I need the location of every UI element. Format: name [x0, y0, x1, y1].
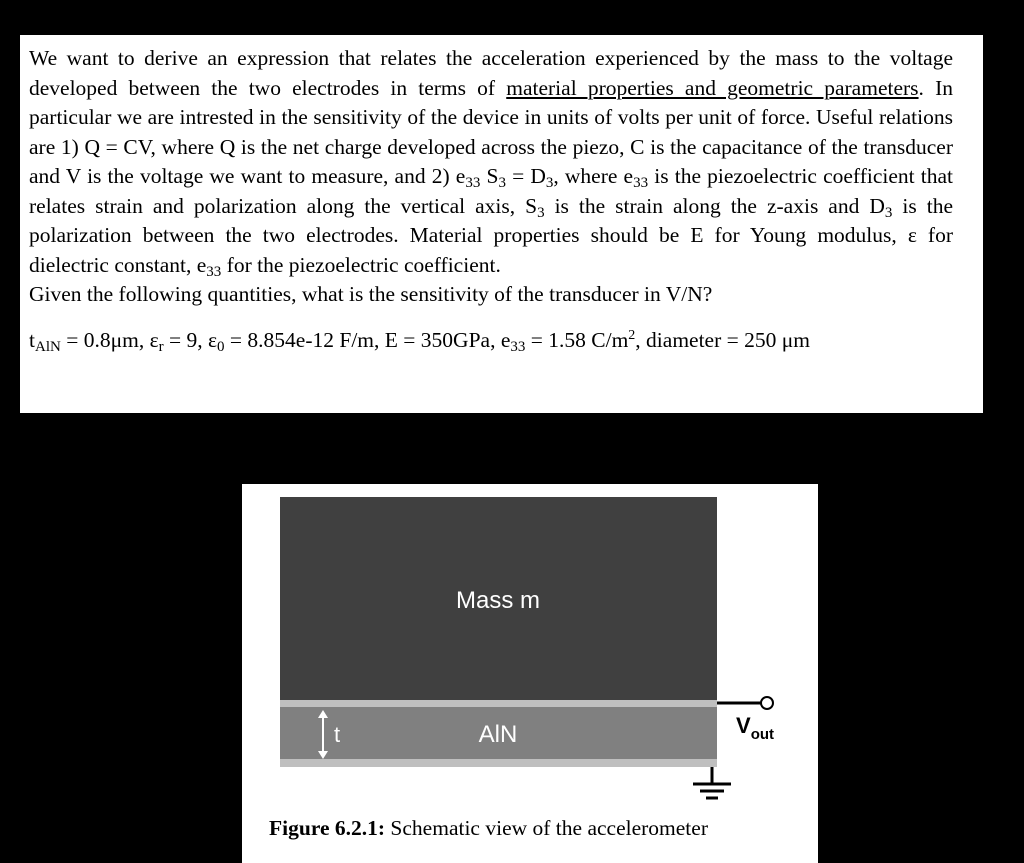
thickness-label: t [334, 722, 341, 747]
figure-box [242, 484, 818, 863]
problem-statement: We want to derive an expression that relates the acceleration experienced by the mass to the voltage developed between the two electrodes in terms of material properties and geometric parameters. In particular we are intrested in the sensitivity of the device in units of volts per unit of force. Useful relations are 1) Q = CV, where Q is the net charge developed across the piezo, C is the capacitance of the transducer and V is the voltage we want to measure, and 2) $e_{33}$ $S_3 = D_3$, where $e_{33}$ is the piezoelectric coefficient that relates strain and polarization along the vertical axis, $S_3$ is the strain along the z-axis and $D_3$ is the polarization between the two electrodes. Material properties should be E for Young modulus, ε for dielectric constant, $e_{33}$ for the piezoelectric coefficient. [29, 46, 953, 280]
accelerometer-schematic [242, 484, 818, 863]
mass-label: Mass m [456, 587, 540, 614]
problem-text-box [20, 35, 983, 413]
question-line: Given the following quantities, what is the sensitivity of the transducer in V/N? [29, 282, 713, 306]
output-terminal-icon [761, 697, 773, 709]
underlined-phrase: material properties and geometric parameters [506, 75, 919, 100]
vout-label: $V_{out}$ [736, 713, 775, 743]
bottom-electrode [280, 759, 717, 767]
ground-icon [693, 767, 731, 798]
top-electrode [280, 700, 717, 707]
figure-caption: Figure 6.2.1: Schematic view of the accelerometer [269, 816, 708, 840]
given-quantities: $t_{AlN} = 0.8\mu m$, $\varepsilon_r = 9$, $\varepsilon_0 = 8.854e-12$ F/m, E = 350GPa, $e_{33} = 1.58$ $C/m^2$, diameter = 250 μm [29, 327, 811, 355]
aln-label: AlN [478, 721, 518, 748]
